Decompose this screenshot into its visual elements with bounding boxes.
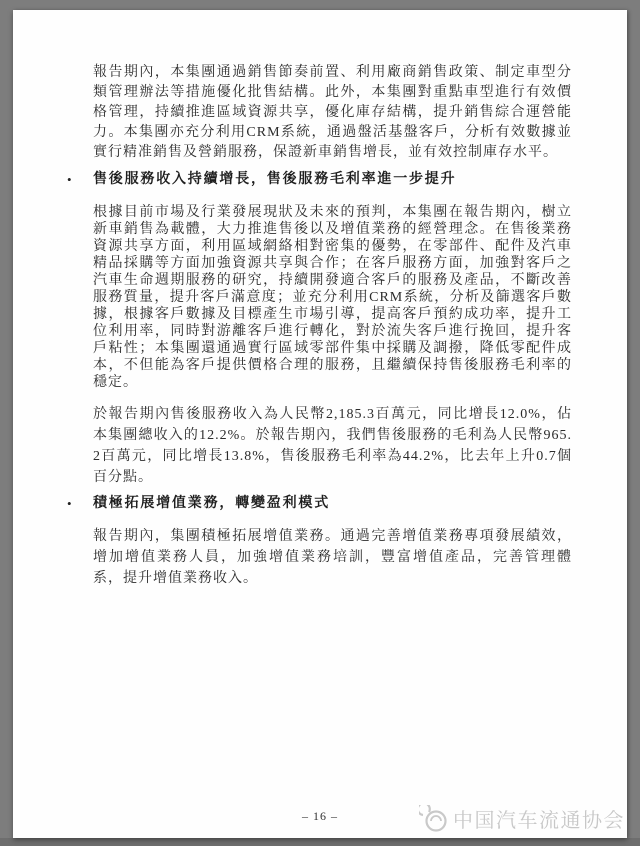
section-heading: 售後服務收入持續增長，售後服務毛利率進一步提升 <box>93 172 457 187</box>
bullet-section-value-added <box>67 494 572 589</box>
body-paragraph: 報告期內，集團積極拓展增值業務。通過完善增值業務專項發展績效，增加增值業務人員，加強增值業務培訓，豐富增值產品，完善管理體系，提升增值業務收入。 <box>93 529 572 586</box>
bullet-section-aftersales <box>67 170 572 488</box>
cada-logo-icon <box>419 805 449 833</box>
body-paragraph: 於報告期內售後服務收入為人民幣2,185.3百萬元，同比增長12.0%，佔本集團總收入的12.2%。於報告期內，我們售後服務的毛利為人民幣965.2百萬元，同比增長13.8%，售後服務毛利率為44.2%，比去年上升0.7個百分點。 <box>93 407 572 485</box>
intro-paragraph: 報告期內，本集團通過銷售節奏前置、利用廠商銷售政策、制定車型分類管理辦法等措施優化批售結構。此外，本集團對重點車型進行有效價格管理，持續推進區域資源共享，優化庫存結構，提升銷售綜合運營能力。本集團亦充分利用CRM系統，通過盤活基盤客戶，分析有效數據並實行精准銷售及營銷服務，保證新車銷售增長，並有效控制庫存水平。 <box>93 65 572 160</box>
page-number: – 16 – <box>302 809 338 823</box>
section-heading: 積極拓展增值業務，轉變盈利模式 <box>93 496 330 511</box>
content-area <box>67 10 572 589</box>
watermark <box>419 804 625 833</box>
bullet-icon: • <box>67 496 72 511</box>
bullet-icon: • <box>67 172 72 187</box>
body-paragraph: 根據目前市場及行業發展現狀及未來的預判，本集團在報告期內，樹立新車銷售為載體，大力推進售後以及增值業務的經營理念。在售後業務資源共享方面，利用區域網絡相對密集的優勢，在零部件、配件及汽車精品採購等方面加強資源共享與合作；在客戶服務方面，加強對客戶之汽車生命週期服務的研究，持續開發適合客戶的服務及產品，不斷改善服務質量，提升客戶滿意度；並充分利用CRM系統，分析及篩選客戶數據，根據客戶數據及目標產生市場引導，提高客戶預約成功率，提升工位利用率，同時對游離客戶進行轉化，對於流失客戶進行挽回，提升客戶粘性；本集團還通過實行區域零部件集中採購及調撥，降低零配件成本，不但能為客戶提供價格合理的服務，且繼續保持售後服務毛利率的穩定。 <box>93 205 572 390</box>
document-page <box>13 10 627 838</box>
watermark-text: 中国汽车流通协会 <box>453 810 625 832</box>
